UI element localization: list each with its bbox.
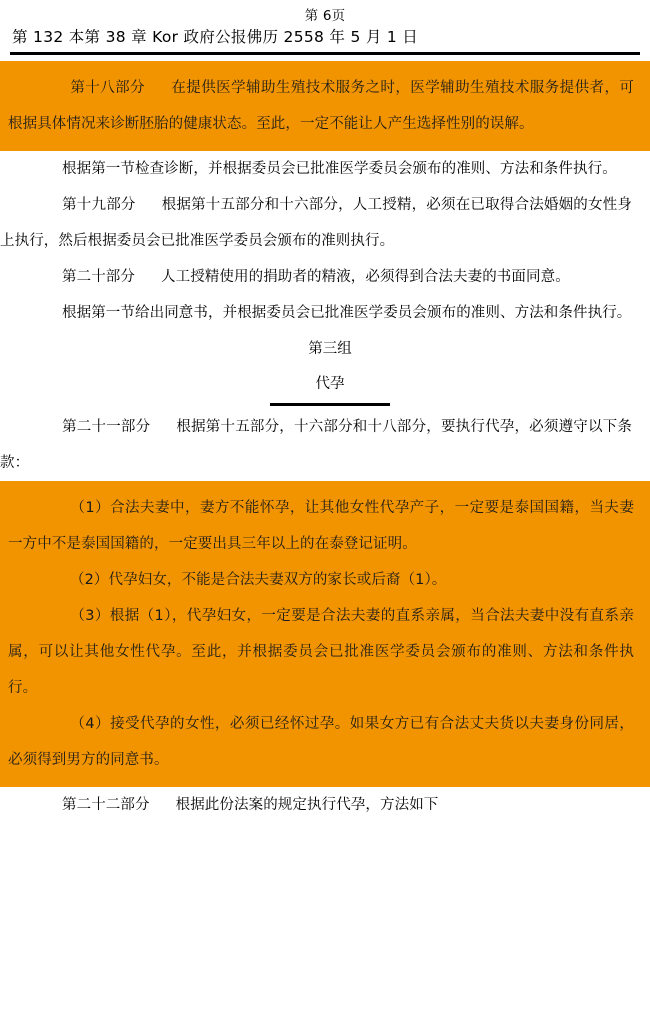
section-body-21: 根据第十五部分，十六部分和十八部分，要执行代孕，必须遵守以下条款： <box>0 418 632 471</box>
paragraph-section-22 <box>0 787 632 823</box>
paragraph-section-18 <box>8 70 634 142</box>
section-label-20: 第二十部分 <box>62 269 135 285</box>
plain-block-section-22 <box>0 787 650 823</box>
condition-item-1 <box>8 490 634 562</box>
paragraph-section-20-consent <box>0 295 632 331</box>
section-body-20: 人工授精使用的捐助者的精液，必须得到合法夫妻的书面同意。 <box>161 269 570 285</box>
page-number-label: 第 6页 <box>304 8 346 24</box>
gazette-citation-line: 第 132 本第 38 章 Kor 政府公报佛历 2558 年 5 月 1 日 <box>12 28 419 46</box>
condition-item-3 <box>8 598 634 706</box>
paragraph-section-21 <box>0 409 632 481</box>
condition-text-4: 接受代孕的女性，必须已经怀过孕。如果女方已有合法丈夫货以夫妻身份同居，必须得到男方的同意书。 <box>8 715 635 768</box>
section-body-22: 根据此份法案的规定执行代孕，方法如下 <box>175 796 439 813</box>
plain-block-sections-19-20 <box>0 151 650 331</box>
condition-text-2: 代孕妇女，不能是合法夫妻双方的家长或后裔（1）。 <box>108 571 447 588</box>
condition-item-4 <box>8 706 634 778</box>
condition-marker-3: （3） <box>70 607 110 624</box>
paragraph-section-19 <box>0 187 632 259</box>
condition-marker-1: （1） <box>70 499 111 516</box>
section-body-19-intro: 根据第一节检查诊断，并根据委员会已批准医学委员会颁布的准则、方法和条件执行。 <box>62 161 617 177</box>
highlighted-block-conditions <box>0 481 650 787</box>
section-label-18: 第十八部分 <box>70 80 146 96</box>
section-label-22: 第二十二部分 <box>62 796 150 813</box>
paragraph-section-19-intro <box>0 151 632 187</box>
condition-marker-2: （2） <box>70 571 109 588</box>
section-label-21: 第二十一部分 <box>62 418 151 435</box>
section-body-18: 在提供医学辅助生殖技术服务之时，医学辅助生殖技术服务提供者，可根据具体情况来诊断胚胎的健康状态。至此，一定不能让人产生选择性别的误解。 <box>8 80 634 132</box>
page-header <box>0 0 650 55</box>
condition-text-1: 合法夫妻中，妻方不能怀孕，让其他女性代孕产子，一定要是泰国国籍，当夫妻一方中不是泰国国籍的，一定要出具三年以上的在泰登记证明。 <box>8 499 635 552</box>
condition-text-3: 根据（1），代孕妇女，一定要是合法夫妻的直系亲属，当合法夫妻中没有直系亲属，可以让其他女性代孕。至此，并根据委员会已批准医学委员会颁布的准则、方法和条件执行。 <box>8 607 634 696</box>
group-number-heading: 第三组 <box>308 341 352 357</box>
header-divider-rule <box>10 52 640 55</box>
condition-item-2 <box>8 562 634 598</box>
group-heading-area <box>0 331 650 406</box>
section-body-20-consent: 根据第一节给出同意书，并根据委员会已批准医学委员会颁布的准则、方法和条件执行。 <box>62 305 632 321</box>
paragraph-section-20 <box>0 259 632 295</box>
group-title-heading: 代孕 <box>315 376 345 392</box>
highlighted-block-section-18 <box>0 61 650 151</box>
section-label-19: 第十九部分 <box>62 197 136 213</box>
plain-block-section-21 <box>0 409 650 481</box>
section-body-19: 根据第十五部分和十六部分，人工授精，必须在已取得合法婚姻的女性身上执行，然后根据委员会已批准医学委员会颁布的准则执行。 <box>0 197 633 249</box>
condition-marker-4: （4） <box>70 715 111 732</box>
